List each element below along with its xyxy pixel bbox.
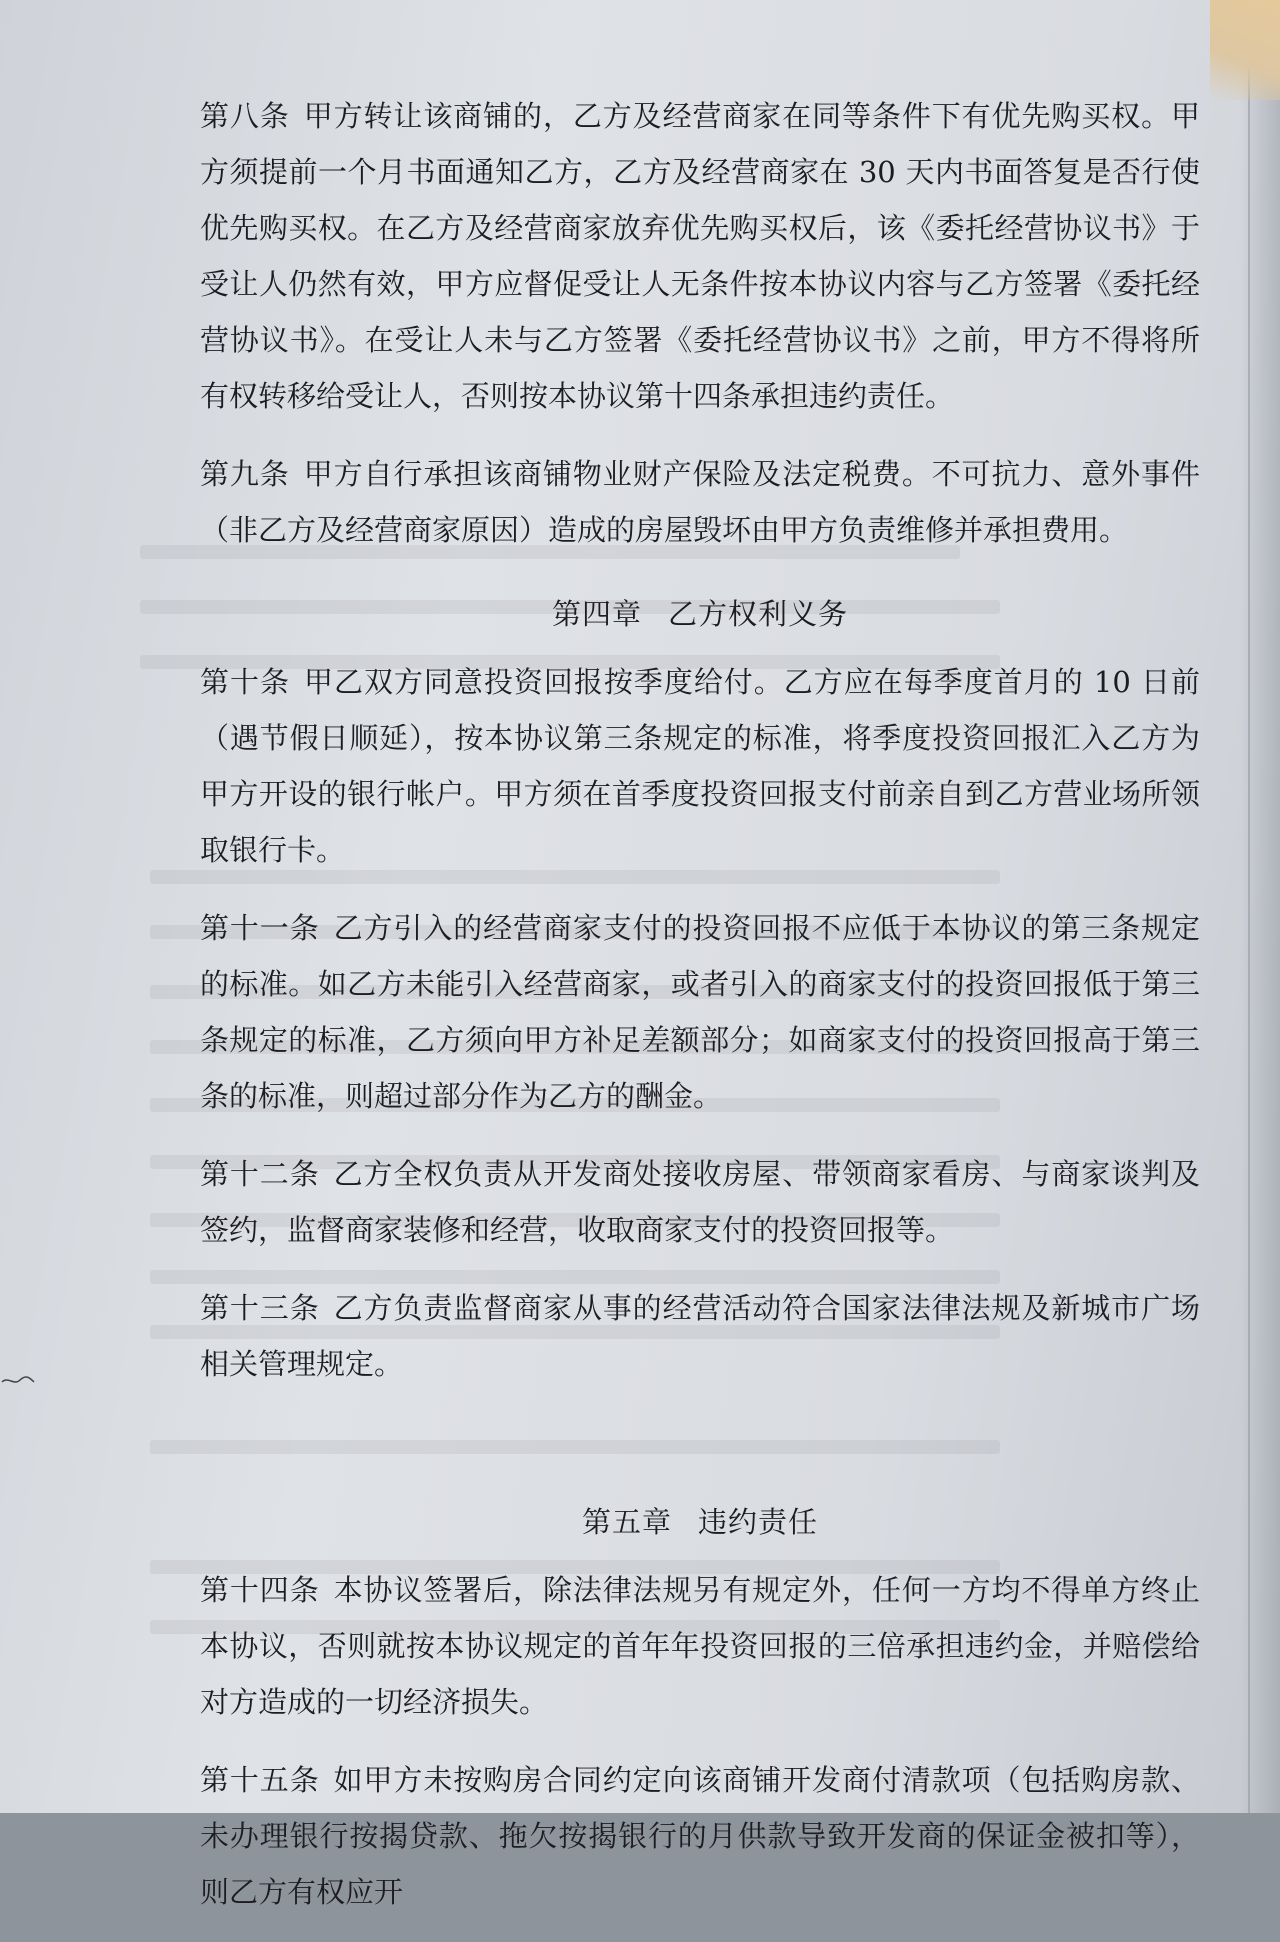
article-number: 第十一条 bbox=[200, 911, 320, 945]
article-number: 第十三条 bbox=[200, 1291, 320, 1325]
chapter-number: 第五章 bbox=[581, 1505, 672, 1539]
article-text: 乙方负责监督商家从事的经营活动符合国家法律法规及新城市广场相关管理规定。 bbox=[200, 1291, 1200, 1381]
chapter-heading bbox=[200, 586, 1200, 642]
chapter-heading bbox=[200, 1494, 1200, 1550]
article-text: 甲乙双方同意投资回报按季度给付。乙方应在每季度首月的 10 日前（遇节假日顺延），按本协议第三条规定的标准，将季度投资回报汇入乙方为甲方开设的银行帐户。甲方须在首季度投资回报支付前亲自到乙方营业场所领取银行卡。 bbox=[200, 665, 1200, 867]
chapter-title: 乙方权利义务 bbox=[668, 597, 849, 631]
article-13 bbox=[200, 1280, 1200, 1392]
article-15 bbox=[200, 1752, 1200, 1920]
article-text: 乙方引入的经营商家支付的投资回报不应低于本协议的第三条规定的标准。如乙方未能引入经营商家，或者引入的商家支付的投资回报低于第三条规定的标准，乙方须向甲方补足差额部分；如商家支付的投资回报高于第三条的标准，则超过部分作为乙方的酬金。 bbox=[200, 911, 1200, 1113]
article-number: 第十五条 bbox=[200, 1763, 320, 1797]
article-12 bbox=[200, 1146, 1200, 1258]
article-number: 第十条 bbox=[200, 665, 290, 699]
article-text: 甲方转让该商铺的，乙方及经营商家在同等条件下有优先购买权。甲方须提前一个月书面通知乙方，乙方及经营商家在 30 天内书面答复是否行使优先购买权。在乙方及经营商家放弃优先购买权后，该《委托经营协议书》于受让人仍然有效，甲方应督促受让人无条件按本协议内容与乙方签署《委托经营协议书》。在受让人未与乙方签署《委托经营协议书》之前，甲方不得将所有权转移给受让人，否则按本协议第十四条承担违约责任。 bbox=[200, 99, 1200, 413]
contract-text bbox=[200, 88, 1200, 1942]
page-shadow bbox=[1240, 0, 1280, 1813]
chapter-number: 第四章 bbox=[551, 597, 642, 631]
article-11 bbox=[200, 900, 1200, 1124]
article-text: 乙方全权负责从开发商处接收房屋、带领商家看房、与商家谈判及签约，监督商家装修和经营，收取商家支付的投资回报等。 bbox=[200, 1157, 1200, 1247]
article-number: 第九条 bbox=[200, 457, 290, 491]
chapter-title: 违约责任 bbox=[698, 1505, 819, 1539]
article-number: 第八条 bbox=[200, 99, 290, 133]
article-8 bbox=[200, 88, 1200, 424]
article-number: 第十四条 bbox=[200, 1573, 320, 1607]
article-number: 第十二条 bbox=[200, 1157, 320, 1191]
article-10 bbox=[200, 654, 1200, 878]
pen-mark bbox=[0, 1370, 36, 1390]
article-text: 甲方自行承担该商铺物业财产保险及法定税费。不可抗力、意外事件（非乙方及经营商家原因）造成的房屋毁坏由甲方负责维修并承担费用。 bbox=[200, 457, 1200, 547]
article-text: 本协议签署后，除法律法规另有规定外，任何一方均不得单方终止本协议，否则就按本协议规定的首年年投资回报的三倍承担违约金，并赔偿给对方造成的一切经济损失。 bbox=[200, 1573, 1200, 1719]
folder-corner bbox=[1210, 0, 1280, 100]
spacer bbox=[200, 1414, 1200, 1466]
article-text: 如甲方未按购房合同约定向该商铺开发商付清款项（包括购房款、未办理银行按揭贷款、拖欠按揭银行的月供款导致开发商的保证金被扣等），则乙方有权应开 bbox=[200, 1763, 1200, 1909]
article-14 bbox=[200, 1562, 1200, 1730]
article-9 bbox=[200, 446, 1200, 558]
